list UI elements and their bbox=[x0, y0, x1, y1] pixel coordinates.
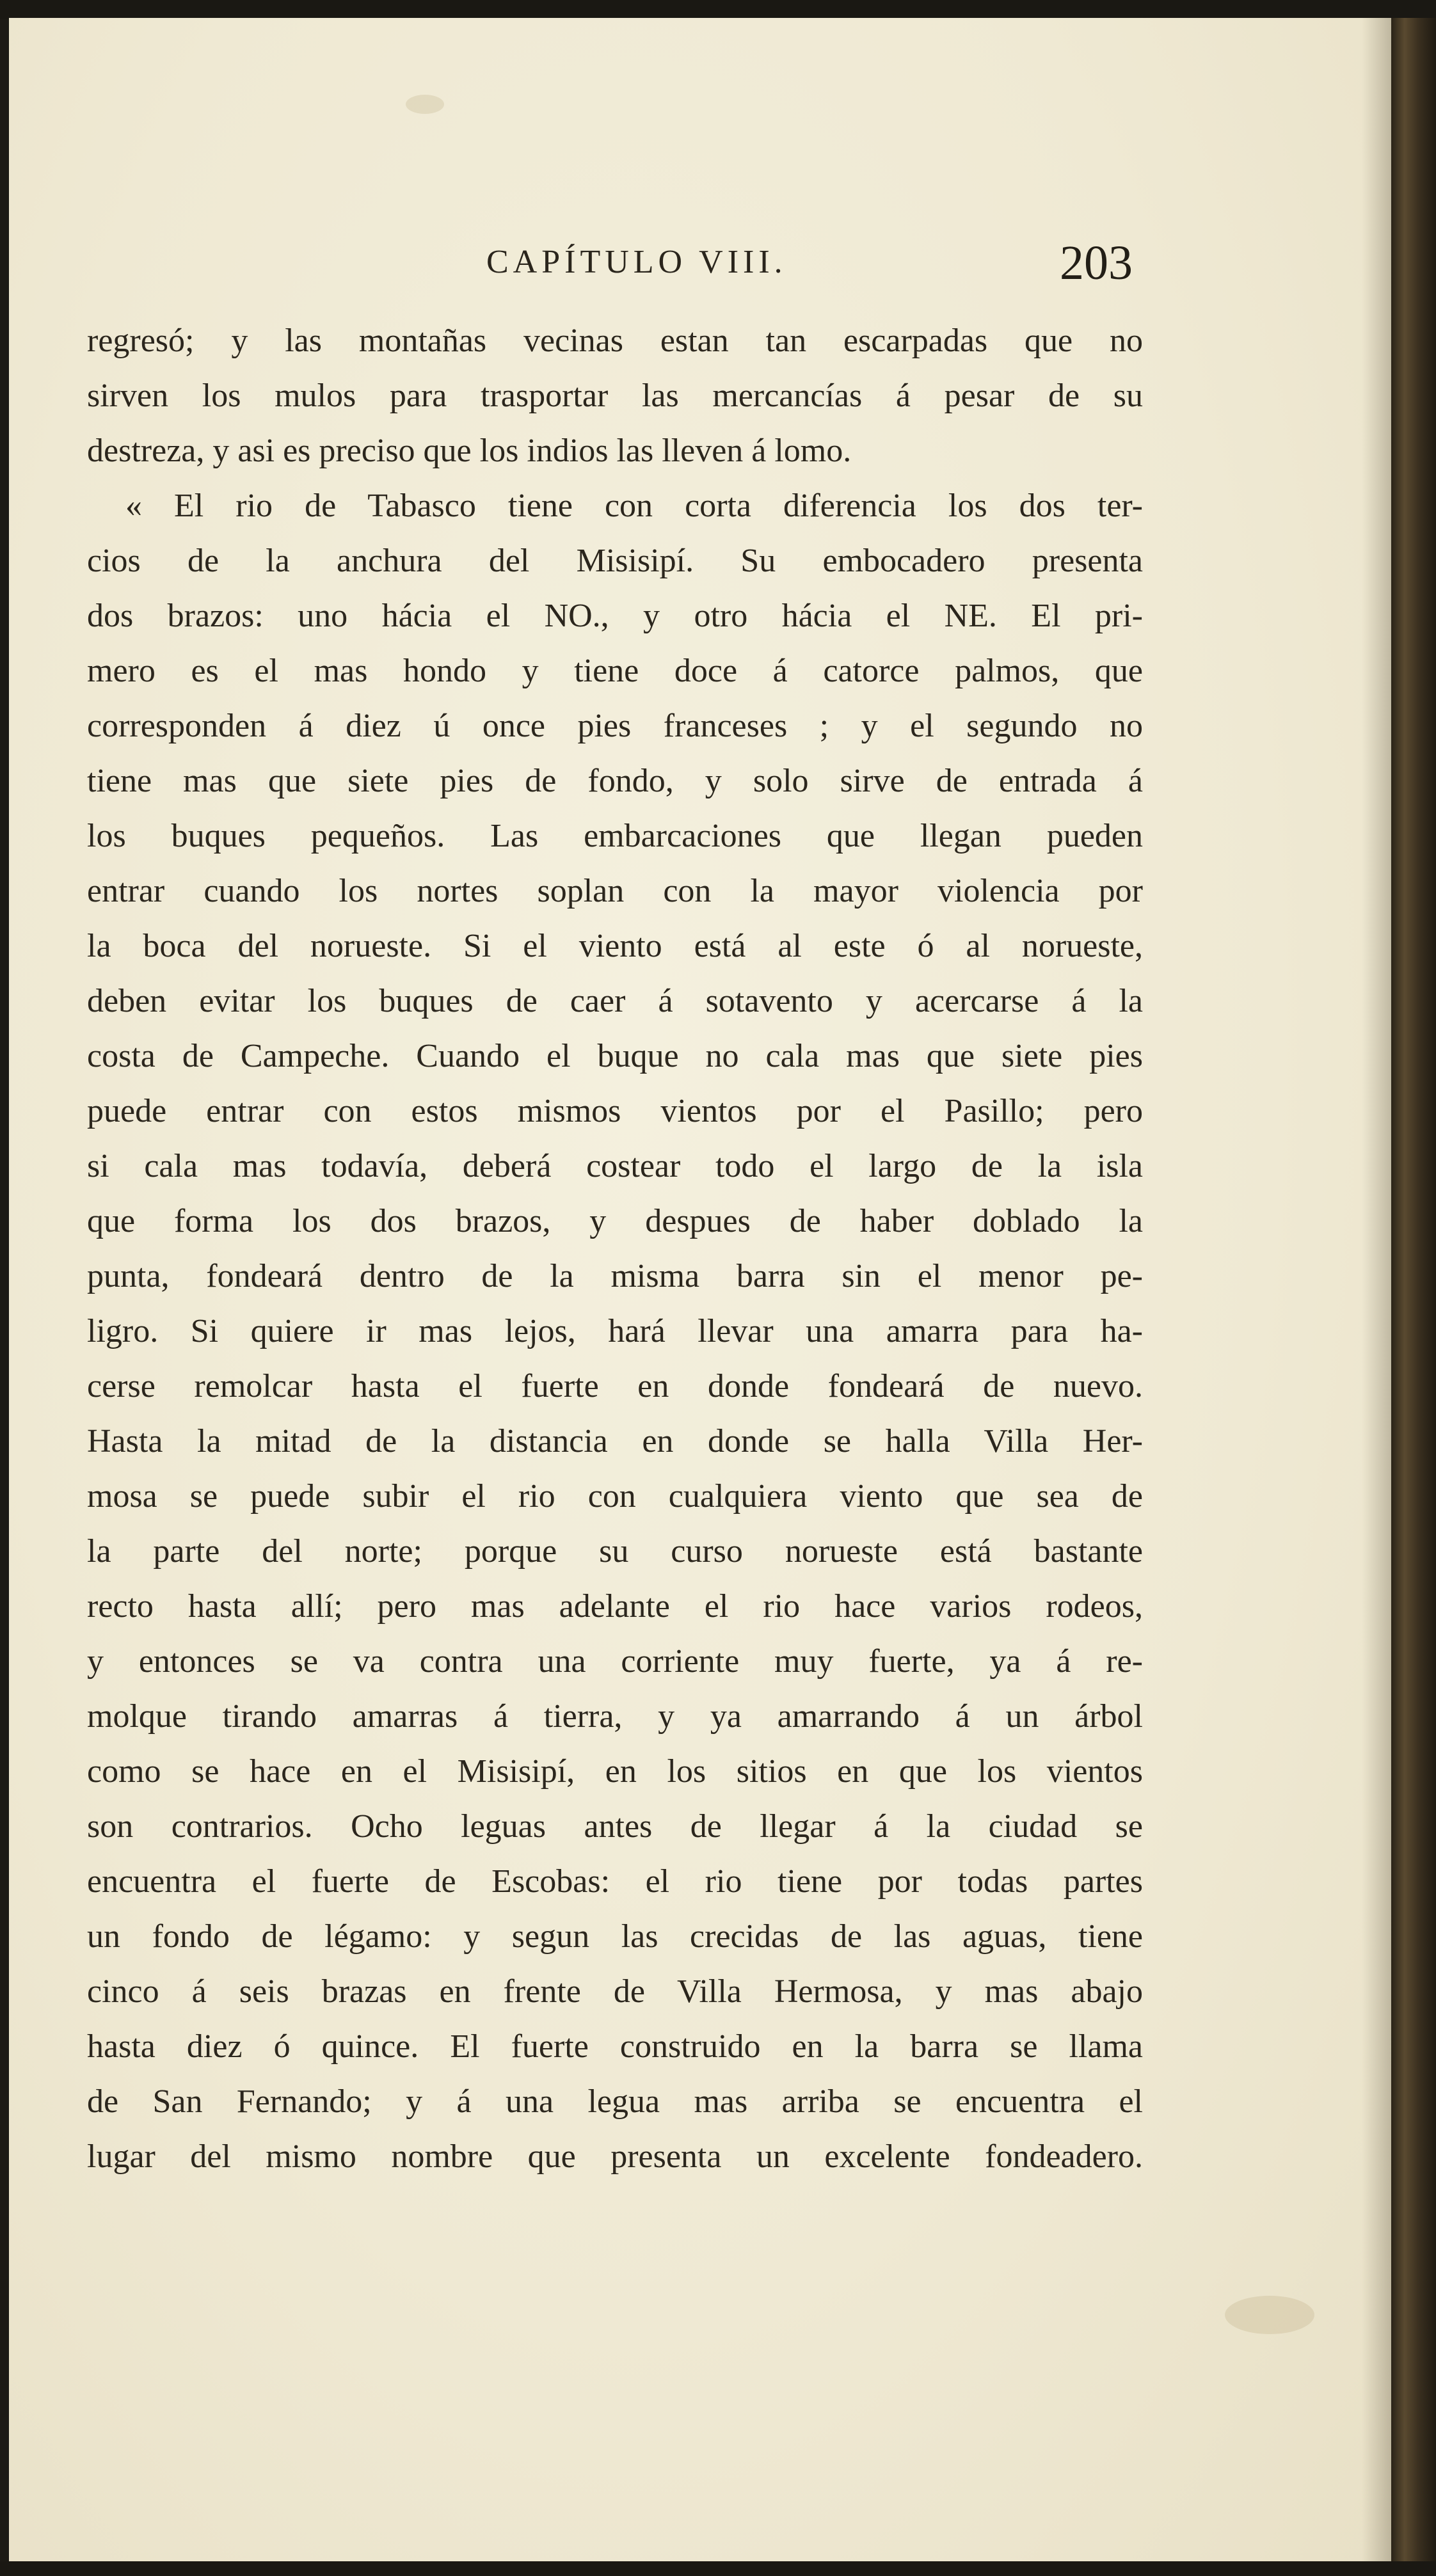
text-line: un fondo de légamo: y segun las crecidas de las aguas, tiene bbox=[87, 1918, 1143, 1955]
text-line: la boca del norueste. Si el viento está al este ó al norueste, bbox=[87, 928, 1143, 964]
text-line: punta, fondeará dentro de la misma barra sin el menor pe- bbox=[87, 1258, 1143, 1294]
text-line: deben evitar los buques de caer á sotavento y acercarse á la bbox=[87, 983, 1143, 1019]
text-line: y entonces se va contra una corriente muy fuerte, ya á re- bbox=[87, 1643, 1143, 1680]
text-line: hasta diez ó quince. El fuerte construido en la barra se llama bbox=[87, 2028, 1143, 2065]
text-line: destreza, y asi es preciso que los indios las lleven á lomo. bbox=[87, 433, 852, 469]
text-line: regresó; y las montañas vecinas estan tan escarpadas que no bbox=[87, 322, 1143, 359]
text-line: molque tirando amarras á tierra, y ya amarrando á un árbol bbox=[87, 1698, 1143, 1735]
text-line: cinco á seis brazas en frente de Villa Hermosa, y mas abajo bbox=[87, 1973, 1143, 2010]
foxing-spot bbox=[406, 95, 444, 114]
text-line: puede entrar con estos mismos vientos por el Pasillo; pero bbox=[87, 1093, 1143, 1129]
text-line: ligro. Si quiere ir mas lejos, hará llevar una amarra para ha- bbox=[87, 1313, 1143, 1349]
text-line: son contrarios. Ocho leguas antes de llegar á la ciudad se bbox=[87, 1808, 1143, 1845]
top-edge bbox=[0, 0, 1436, 19]
text-line: cerse remolcar hasta el fuerte en donde fondeará de nuevo. bbox=[87, 1368, 1143, 1404]
text-line: recto hasta allí; pero mas adelante el rio hace varios rodeos, bbox=[87, 1588, 1143, 1625]
text-line: los buques pequeños. Las embarcaciones que llegan pueden bbox=[87, 818, 1143, 854]
text-line: entrar cuando los nortes soplan con la mayor violencia por bbox=[87, 873, 1143, 909]
text-line: Hasta la mitad de la distancia en donde se halla Villa Her- bbox=[87, 1423, 1143, 1459]
text-line: la parte del norte; porque su curso norueste está bastante bbox=[87, 1533, 1143, 1570]
text-line: cios de la anchura del Misisipí. Su embocadero presenta bbox=[87, 543, 1143, 579]
text-line: que forma los dos brazos, y despues de haber doblado la bbox=[87, 1203, 1143, 1239]
text-line: costa de Campeche. Cuando el buque no cala mas que siete pies bbox=[87, 1038, 1143, 1074]
page-number: 203 bbox=[1060, 236, 1133, 290]
gutter-shadow bbox=[1362, 18, 1391, 2561]
text-line: si cala mas todavía, deberá costear todo el largo de la isla bbox=[87, 1148, 1143, 1184]
text-line: como se hace en el Misisipí, en los sitios en que los vientos bbox=[87, 1753, 1143, 1790]
bottom-edge bbox=[0, 2561, 1436, 2576]
text-line: encuentra el fuerte de Escobas: el rio tiene por todas partes bbox=[87, 1863, 1143, 1900]
text-line: sirven los mulos para trasportar las mercancías á pesar de su bbox=[87, 378, 1143, 414]
text-line: de San Fernando; y á una legua mas arriba se encuentra el bbox=[87, 2083, 1143, 2120]
text-line: mosa se puede subir el rio con cualquiera viento que sea de bbox=[87, 1478, 1143, 1515]
text-line: corresponden á diez ú once pies franceses ; y el segundo no bbox=[87, 708, 1143, 744]
text-line: tiene mas que siete pies de fondo, y solo sirve de entrada á bbox=[87, 763, 1143, 799]
text-line: lugar del mismo nombre que presenta un excelente fondeadero. bbox=[87, 2138, 1143, 2175]
text-line: mero es el mas hondo y tiene doce á catorce palmos, que bbox=[87, 653, 1143, 689]
text-line: « El rio de Tabasco tiene con corta diferencia los dos ter- bbox=[125, 488, 1143, 524]
running-head: CAPÍTULO VIII. bbox=[486, 244, 787, 280]
book-binding bbox=[1391, 18, 1436, 2576]
text-line: dos brazos: uno hácia el NO., y otro hácia el NE. El pri- bbox=[87, 598, 1143, 634]
foxing-spot bbox=[1225, 2296, 1314, 2334]
